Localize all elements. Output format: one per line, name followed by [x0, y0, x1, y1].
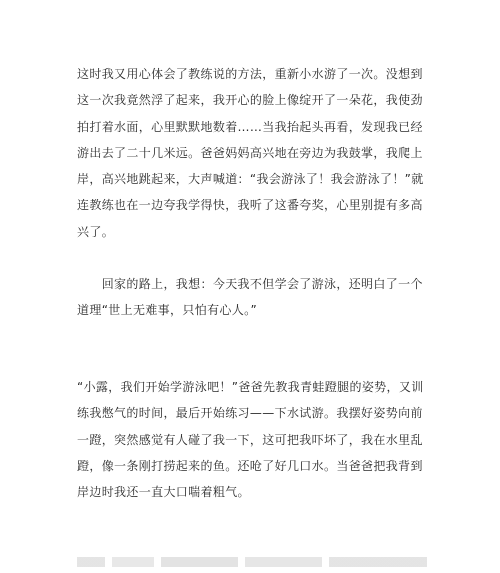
paragraph-lesson-learned: 回家的路上，我想：今天我不但学会了游泳，还明白了一个道理“世上无难事，只怕有心人。” [77, 277, 423, 318]
cut-off-text-line [77, 553, 427, 573]
paragraph-first-attempt: “小露，我们开始学游泳吧！”爸爸先教我青蛙蹬腿的姿势，又训练我憋气的时间，最后开始练习——下水试游。我摆好姿势向前一蹬，突然感觉有人碰了我一下，这可把我吓坏了，我在水里乱蹬，像一条刚打捞起来的鱼。还呛了好几口水。当爸爸把我背到岸边时我还一直大口喘着粗气。 [77, 380, 424, 500]
paragraph-swimming-success: 这时我又用心体会了教练说的方法，重新小水游了一次。没想到这一次我竟然浮了起来，我开心的脸上像绽开了一朵花，我使劲拍打着水面，心里默默地数着……当我抬起头再看，发现我已经游出去了二十几米远。爸爸妈妈高兴地在旁边为我鼓掌，我爬上岸，高兴地跳起来，大声喊道：“我会游泳了！我会游泳了！”就连教练也在一边夸我学得快，我听了这番夸奖，心里别提有多高兴了。 [77, 67, 424, 239]
